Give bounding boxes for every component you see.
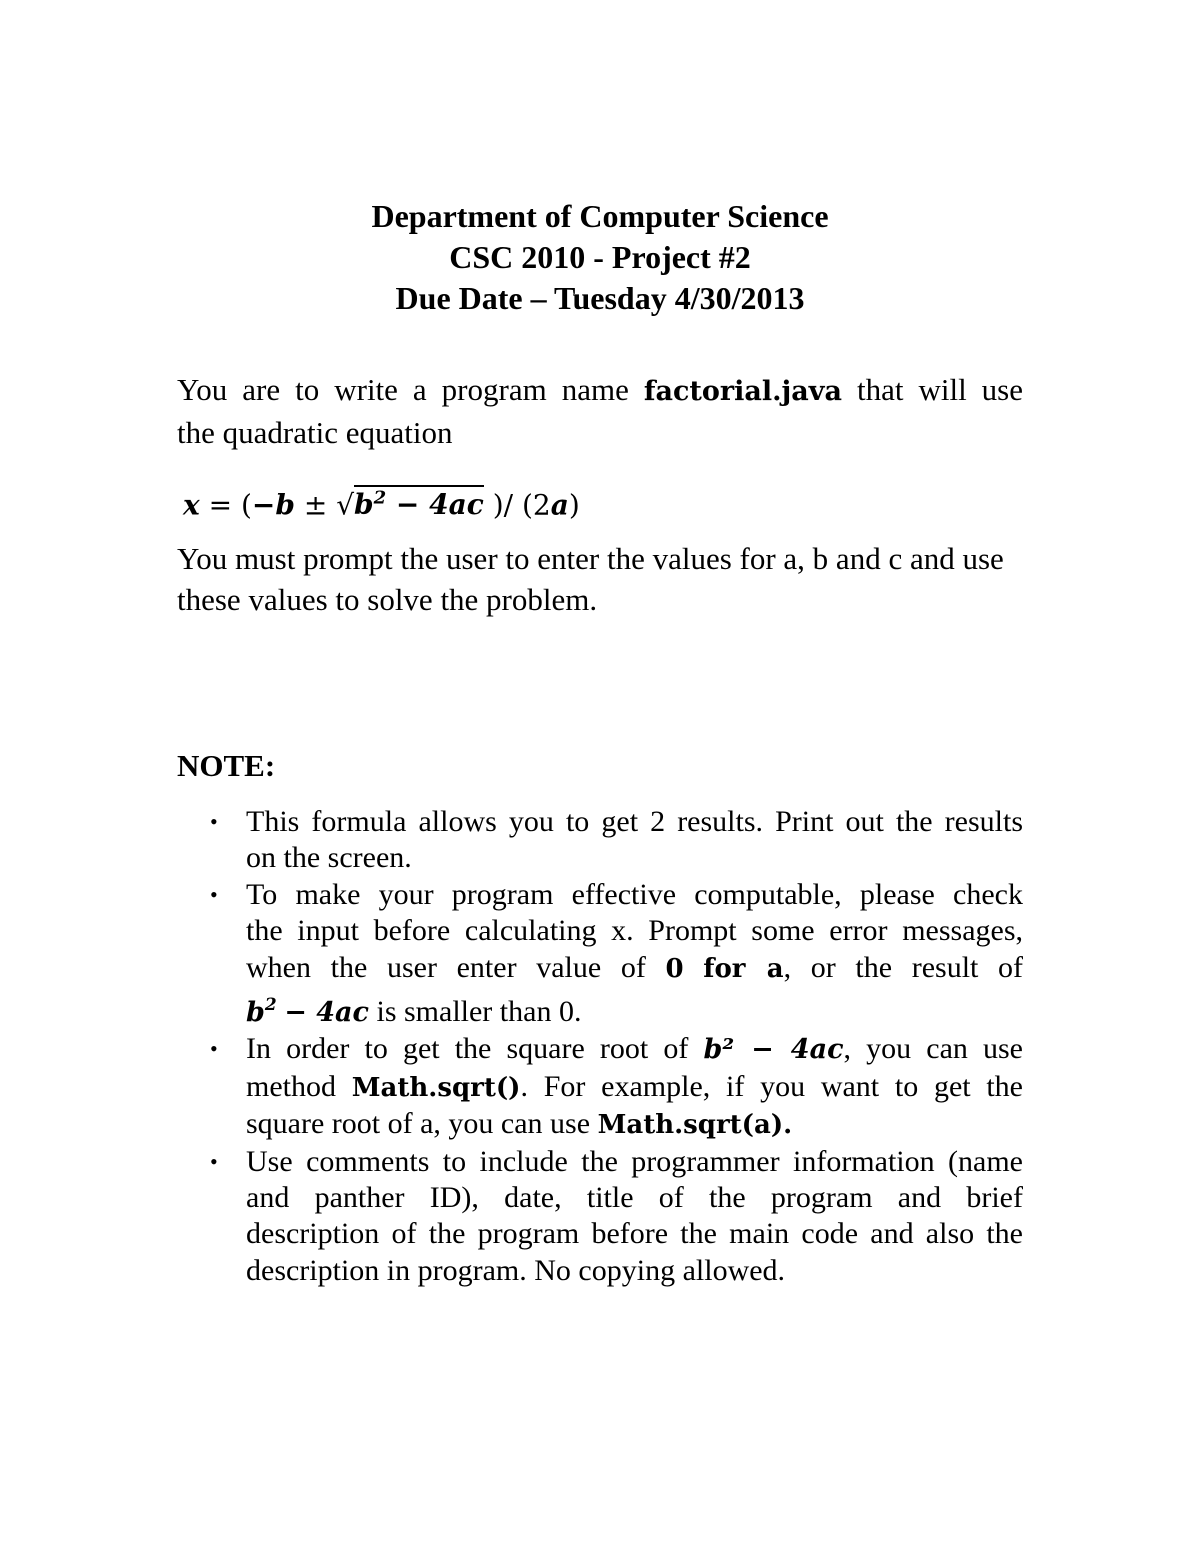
intro-line-1: You are to write a program name factorial.java that will use (177, 372, 1023, 407)
list-item: • In order to get the square root of b² − 4ac, you can use method Math.sqrt(). For example, if you want to get the square root of a, you can use Math.sqrt(a). (210, 1032, 1023, 1141)
note-bullet-list (177, 804, 1023, 1289)
radicand: $b^2 - 4ac$ (354, 485, 484, 521)
course-project-title: CSC 2010 - Project #2 (449, 239, 751, 275)
document-header (0, 196, 1200, 319)
due-date: Due Date – Tuesday 4/30/2013 (395, 280, 805, 316)
intro-line-2: the quadratic equation (177, 415, 453, 450)
filename: factorial.java (643, 376, 842, 407)
prompt-line-1: You must prompt the user to enter the values for a, b and c and use (177, 541, 1004, 576)
department-title: Department of Computer Science (371, 198, 829, 234)
list-item: • Use comments to include the programmer information (name and panther ID), date, title of the program and brief description of the program before the main code and also the description in program. No copying allowed. (210, 1144, 1023, 1287)
quadratic-formula: $x = (-b \pm √b^2 - 4ac$ )/ (2a) (183, 478, 580, 526)
bullet-icon: • (210, 881, 218, 907)
intro-paragraph (177, 369, 1023, 453)
list-item: • This formula allows you to get 2 results. Print out the results on the screen. (210, 805, 1023, 875)
list-item: • To make your program effective computable, please check the input before calculating x. Prompt some error messages, when the user enter value of 0 for a, or the result of $b^2 - 4ac$ is smaller than 0. (210, 877, 1024, 1029)
bullet-icon: • (210, 809, 218, 834)
note-label: NOTE: (177, 748, 276, 783)
bullet-icon: • (210, 1148, 218, 1174)
bullet-icon: • (210, 1036, 218, 1062)
prompt-line-2: these values to solve the problem. (177, 582, 598, 617)
prompt-paragraph (177, 538, 1023, 620)
